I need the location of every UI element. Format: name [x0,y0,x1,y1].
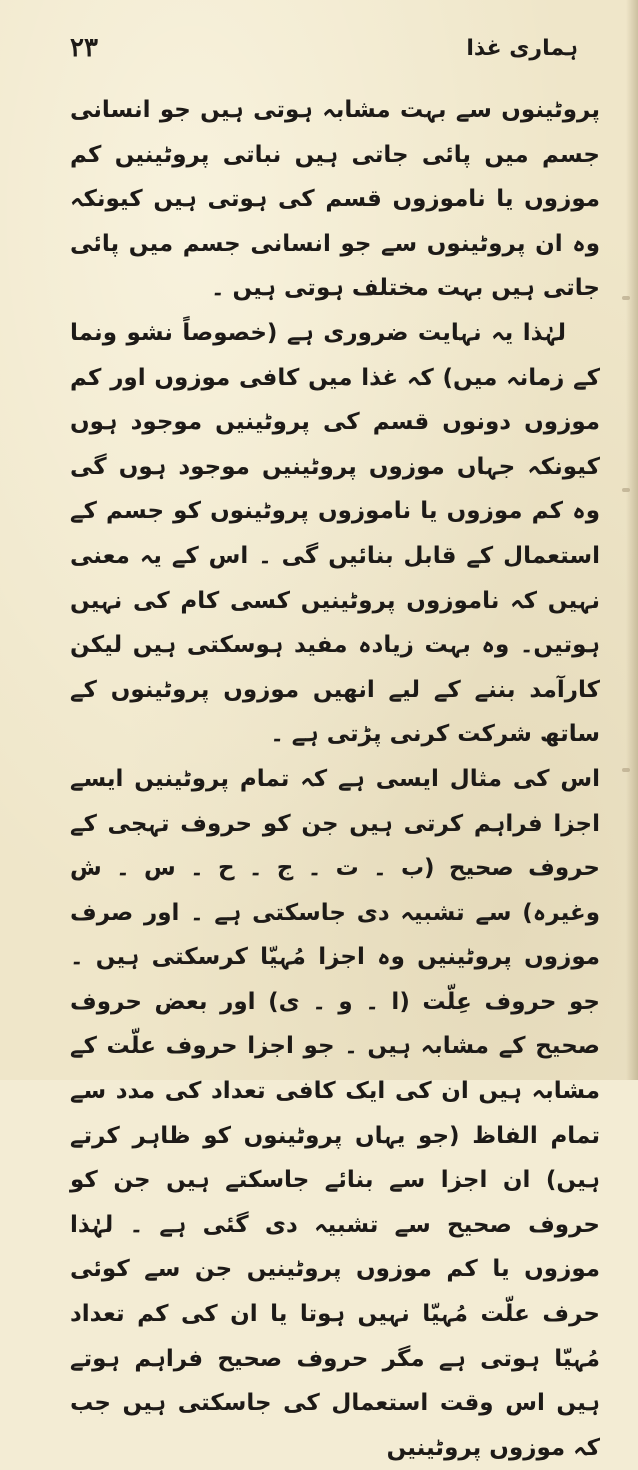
body-text [70,88,600,1461]
paragraph-3: اس کی مثال ایسی ہے کہ تمام پروٹینیں ایسے اجزا فراہم کرتی ہیں جن کو حروف تہجی کے حروف صحیح (ب ۔ ت ۔ ج ۔ ح ۔ س ۔ ش وغیرہ) سے تشبیہ دی جاسکتی ہے ۔ اور صرف موزوں پروٹینیں وہ اجزا مُہیّا کرسکتی ہیں ۔ جو حروف عِلّت (ا ۔ و ۔ ی) اور بعض حروف صحیح کے مشابہ ہیں ۔ جو اجزا حروف علّت کے مشابہ ہیں ان کی ایک کافی تعداد کی مدد سے تمام الفاظ (جو یہاں پروٹینوں کو ظاہر کرتے ہیں) ان اجزا سے بنائے جاسکتے ہیں جن کو حروف صحیح سے تشبیہ دی گئی ہے ۔ لہٰذا موزوں یا کم موزوں پروٹینیں جن سے کوئی حرف علّت مُہیّا نہیں ہوتا یا ان کی کم تعداد مُہیّا ہوتی ہے مگر حروف صحیح فراہم ہوتے ہیں اس وقت استعمال کی جاسکتی ہیں جب کہ موزوں پروٹینیں [70,765,600,1461]
paper-speck [622,488,630,492]
running-title: ہماری غذا [466,35,578,61]
paper-speck [622,296,630,300]
paragraph-1: پروٹینوں سے بہت مشابہ ہوتی ہیں جو انسانی جسم میں پائی جاتی ہیں نباتی پروٹینیں کم موزوں یا ناموزوں قسم کی ہوتی ہیں کیونکہ وہ ان پروٹینوں سے جو انسانی جسم میں پائی جاتی ہیں بہت مختلف ہوتی ہیں ۔ [70,97,600,302]
paper-speck [622,768,630,772]
page-edge-shadow [626,0,638,1080]
page-number: ۲۳ [70,33,98,63]
paragraph-2: لہٰذا یہ نہایت ضروری ہے (خصوصاً نشو ونما کے زمانہ میں) کہ غذا میں کافی موزوں اور کم موزوں دونوں قسم کی پروٹینیں موجود ہوں کیونکہ جہاں موزوں پروٹینیں موجود ہوں گی وہ کم موزوں یا ناموزوں پروٹینوں کو جسم کے استعمال کے قابل بنائیں گی ۔ اس کے یہ معنی نہیں کہ ناموزوں پروٹینیں کسی کام کی نہیں ہوتیں۔ وہ بہت زیادہ مفید ہوسکتی ہیں لیکن کارآمد بننے کے لیے انھیں موزوں پروٹینوں کے ساتھ شرکت کرنی پڑتی ہے ۔ [70,319,600,748]
page-header [70,28,578,68]
